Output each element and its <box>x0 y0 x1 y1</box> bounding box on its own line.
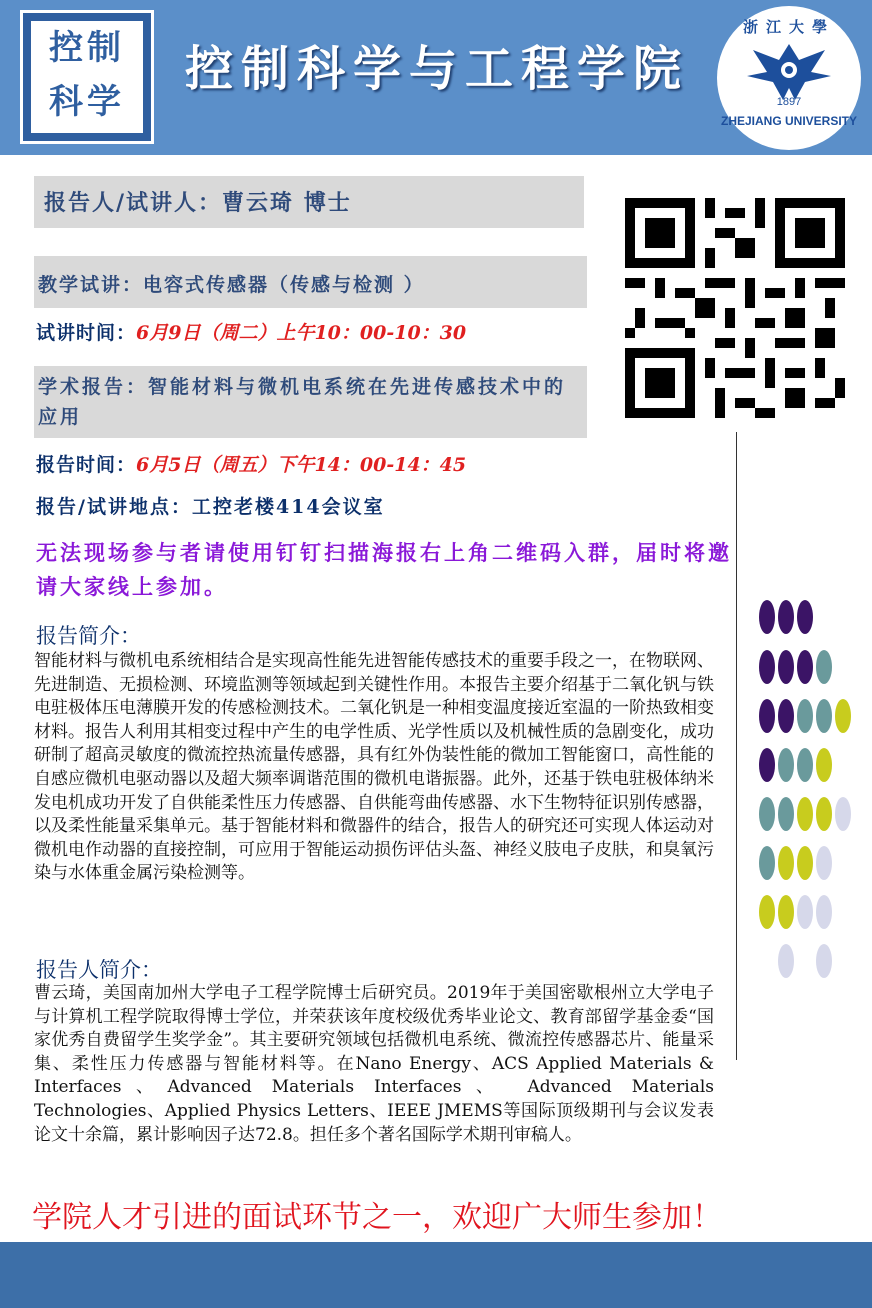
decorative-dot <box>759 748 775 782</box>
university-logo-chinese: 浙江大學 <box>742 18 835 36</box>
decorative-dot <box>797 650 813 684</box>
decorative-dot <box>778 944 794 978</box>
decorative-dot <box>816 846 832 880</box>
school-seal-logo <box>20 10 154 144</box>
decorative-dot <box>835 699 851 733</box>
decorative-dot <box>778 748 794 782</box>
teaching-time <box>36 318 466 345</box>
vertical-divider <box>736 432 737 1060</box>
speaker-intro-text: 曹云琦，美国南加州大学电子工程学院博士后研究员。2019年于美国密歇根州立大学电子与计算机工程学院取得博士学位，并荣获该年度校级优秀毕业论文、教育部留学基金委“国家优秀自费留学生奖学金”。其主要研究领域包括微机电系统、微流控传感器芯片、能量采集、柔性压力传感器与智能材料等。在Nano Energy、ACS Applied Materials & Interfaces、Advanced Materials Interfaces、 Advanced Materials Technologies、Applied Physics Letters、IEEE JMEMS等国际顶级期刊与会议发表论文十余篇，累计影响因子达72.8。担任多个著名国际学术期刊审稿人。 <box>34 983 714 1145</box>
academic-time-value: 6月5日（周五）下午14：00-14：45 <box>136 454 467 476</box>
teaching-trial-title: 教学试讲：电容式传感器（传感与检测 ） <box>38 274 425 296</box>
speaker-name: 报告人/试讲人：曹云琦 博士 <box>44 190 352 216</box>
decorative-dot <box>816 699 832 733</box>
report-intro-heading: 报告简介： <box>36 624 141 648</box>
decorative-dot <box>759 600 775 634</box>
location: 报告/试讲地点：工控老楼414会议室 <box>36 496 385 518</box>
academic-time-label: 报告时间： <box>36 454 137 476</box>
decorative-dot <box>816 944 832 978</box>
seal-text: 控制科学 <box>31 21 143 133</box>
teaching-time-label: 试讲时间： <box>36 322 137 344</box>
decorative-dot <box>778 650 794 684</box>
university-founding-year: 1897 <box>776 96 802 108</box>
decorative-dot <box>759 797 775 831</box>
decorative-dot <box>778 797 794 831</box>
decorative-dot <box>797 600 813 634</box>
header-banner <box>0 0 872 155</box>
decorative-dot <box>797 895 813 929</box>
decorative-dot <box>816 797 832 831</box>
decorative-dot <box>797 846 813 880</box>
decorative-dot <box>778 699 794 733</box>
page-title: 控制科学与工程学院 <box>185 41 690 97</box>
decorative-dot <box>816 748 832 782</box>
university-logo <box>717 6 861 150</box>
decorative-dot <box>759 699 775 733</box>
welcome-slogan: 学院人才引进的面试环节之一，欢迎广大师生参加！ <box>32 1200 722 1235</box>
academic-time <box>36 450 466 477</box>
decorative-dot <box>816 650 832 684</box>
academic-report-box <box>34 366 587 438</box>
academic-report-title: 学术报告：智能材料与微机电系统在先进传感技术中的应用 <box>38 376 567 428</box>
teaching-time-value: 6月9日（周二）上午10：00-10：30 <box>136 322 467 344</box>
decorative-dot <box>759 846 775 880</box>
teaching-trial-box <box>34 256 587 308</box>
decorative-dot <box>759 650 775 684</box>
decorative-dot <box>835 797 851 831</box>
online-notice: 无法现场参与者请使用钉钉扫描海报右上角二维码入群，届时将邀请大家线上参加。 <box>36 540 732 599</box>
speaker-intro-heading: 报告人简介： <box>36 958 162 982</box>
decorative-dot <box>759 895 775 929</box>
decorative-dot <box>816 895 832 929</box>
footer-bar <box>0 1242 872 1308</box>
decorative-dot <box>778 600 794 634</box>
decorative-dot <box>797 699 813 733</box>
decorative-dot <box>778 895 794 929</box>
decorative-dot <box>797 748 813 782</box>
qr-code[interactable] <box>625 197 845 419</box>
university-logo-english: ZHEJIANG UNIVERSITY <box>720 114 858 128</box>
decorative-dot <box>778 846 794 880</box>
speaker-box <box>34 176 584 228</box>
report-intro-text: 智能材料与微机电系统相结合是实现高性能先进智能传感技术的重要手段之一，在物联网、先进制造、无损检测、环境监测等领域起到关键性作用。本报告主要介绍基于二氧化钒与铁电驻极体压电薄膜开发的传感检测技术。二氧化钒是一种相变温度接近室温的一阶热致相变材料。报告人利用其相变过程中产生的电学性质、光学性质以及机械性质的急剧变化，成功研制了超高灵敏度的微流控热流量传感器，具有红外伪装性能的微加工智能窗口，高性能的自感应微机电驱动器以及超大频率调谐范围的微机电谐振器。此外，还基于铁电驻极体纳米发电机成功开发了自供能柔性压力传感器、自供能弯曲传感器、水下生物特征识别传感器，以及柔性能量采集单元。基于智能材料和微器件的结合，报告人的研究还可实现人体运动对微机电作动器的直接控制，可应用于智能运动损伤评估头盔、神经义肢电子皮肤，和臭氧污染与水体重金属污染检测等。 <box>34 651 714 884</box>
decorative-dot <box>797 797 813 831</box>
